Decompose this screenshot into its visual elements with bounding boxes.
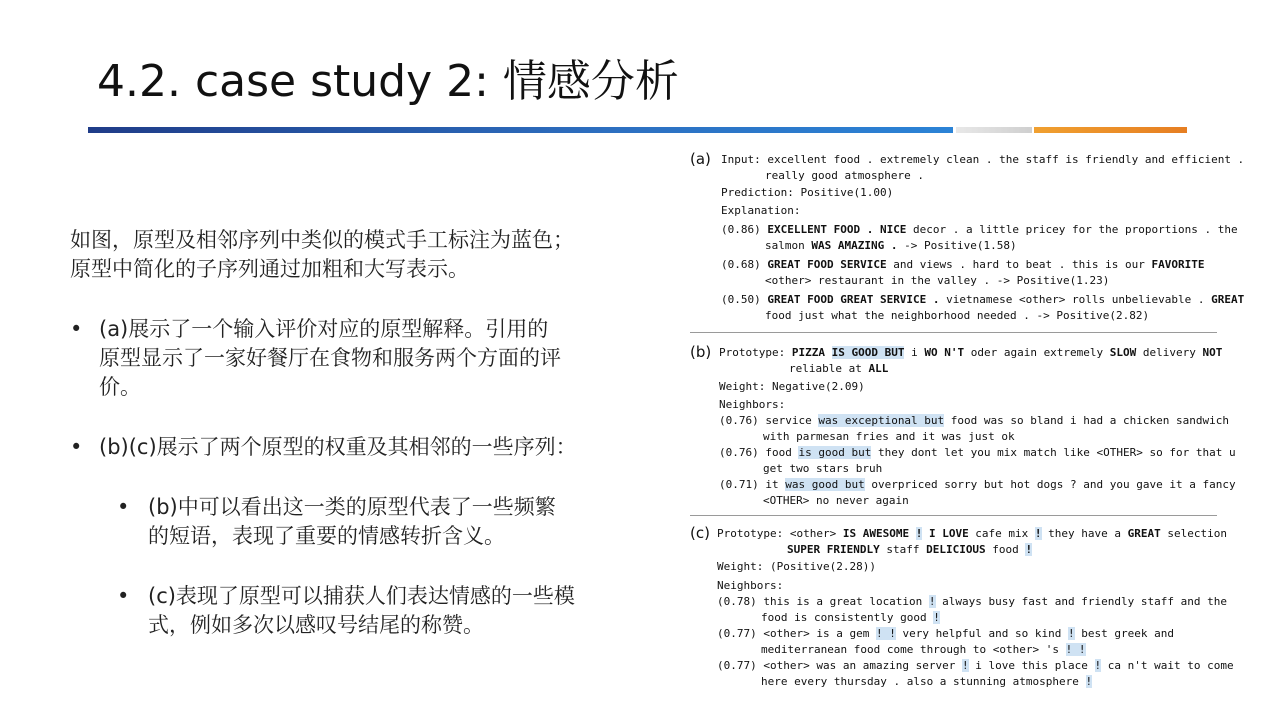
sub-bullet-b (70, 493, 670, 551)
highlighted-phrase: ! ! (1065, 643, 1086, 656)
text-span: food was so bland i had a chicken sandwich (944, 414, 1229, 427)
text-span: Explanation: (721, 204, 801, 217)
highlighted-phrase: ! (1068, 627, 1075, 640)
figure-line (717, 578, 783, 593)
text-span: food is consistently good (761, 611, 934, 624)
text-span: they dont let you mix match like <OTHER> so for that u (871, 446, 1236, 459)
highlighted-phrase: ! (1025, 543, 1033, 556)
bold-phrase: SUPER FRIENDLY (787, 543, 880, 556)
highlighted-phrase: ! (933, 611, 940, 624)
text-span: <OTHER> no never again (763, 494, 909, 507)
text-span: i love this place (968, 659, 1095, 672)
figure-section (690, 150, 1245, 330)
text-span: (0.76) food (719, 446, 799, 459)
bullet-bc (70, 433, 670, 462)
text-span: best greek and (1074, 627, 1174, 640)
bullet-line: (c)表现了原型可以捕获人们表达情感的一些模 (148, 584, 575, 608)
text-span: Weight: Negative(2.09) (719, 380, 865, 393)
text-span: (0.77) <other> was an amazing server (717, 659, 963, 672)
text-span: food just what the neighborhood needed . -> Positive(2.82) (765, 309, 1150, 322)
text-span: -> Positive(1.58) (897, 239, 1017, 252)
text-span: i (904, 346, 925, 359)
bullet-line: 原型显示了一家好餐厅在食物和服务两个方面的评 (99, 346, 561, 370)
figure-line (721, 257, 1204, 272)
bold-phrase: WAS AMAZING . (811, 239, 898, 252)
figure-line (719, 477, 1236, 492)
figure-line (765, 273, 1109, 288)
figure-line (763, 493, 909, 508)
text-span: salmon (765, 239, 812, 252)
highlighted-phrase: ! (962, 659, 969, 672)
text-span: here every thursday . also a stunning atmosphere (761, 675, 1086, 688)
bold-phrase: EXCELLENT FOOD . NICE (767, 223, 907, 236)
text-span: Prototype: (719, 346, 792, 359)
figure-line (721, 292, 1244, 307)
bullet-line: (b)(c)展示了两个原型的权重及其相邻的一些序列： (99, 435, 577, 459)
text-span: and views . hard to beat . this is our (886, 258, 1152, 271)
header-rule-orange (1034, 127, 1187, 133)
text-span: (0.71) it (719, 478, 786, 491)
figure-line (721, 203, 800, 218)
bold-phrase: GREAT FOOD GREAT SERVICE . (767, 293, 940, 306)
text-span: Prediction: Positive(1.00) (721, 186, 894, 199)
bullet-dot: • (117, 584, 130, 608)
figure-line (721, 185, 893, 200)
bullet-dot: • (117, 495, 130, 519)
section-divider (690, 515, 1217, 516)
figure-line (761, 674, 1092, 689)
highlighted-phrase: ! (928, 595, 936, 608)
highlighted-phrase: ! (1034, 527, 1042, 540)
text-span: reliable at (789, 362, 869, 375)
text-span: ca n't wait to come (1101, 659, 1234, 672)
bold-phrase: SLOW (1109, 346, 1137, 359)
bullet-line: (b)中可以看出这一类的原型代表了一些频繁 (148, 495, 556, 519)
text-span: cafe mix (968, 527, 1035, 540)
header-rule-blue (88, 127, 953, 133)
text-span: oder again extremely (964, 346, 1110, 359)
text-span: (0.68) (721, 258, 768, 271)
highlighted-phrase: was exceptional but (818, 414, 945, 427)
text-span: always busy fast and friendly staff and the (935, 595, 1227, 608)
figure-section (690, 343, 1236, 511)
text-span: food (985, 543, 1026, 556)
text-span: with parmesan fries and it was just ok (763, 430, 1015, 443)
figure-line (719, 413, 1229, 428)
text-span: Neighbors: (719, 398, 786, 411)
text-span: (0.77) <other> is a gem (717, 627, 876, 640)
text-span: decor . a little pricey for the proportions . the (906, 223, 1238, 236)
text-span: overpriced sorry but hot dogs ? and you gave it a fancy (864, 478, 1236, 491)
figure-line (765, 168, 924, 183)
text-span: staff (879, 543, 927, 556)
text-span: (0.50) (721, 293, 768, 306)
figure-section (690, 524, 1234, 694)
bullet-line: 价。 (99, 375, 141, 399)
figure-line (787, 542, 1032, 557)
section-label: (a) (690, 150, 711, 168)
slide-body (70, 226, 670, 671)
intro-line: 如图，原型及相邻序列中类似的模式手工标注为蓝色； (70, 228, 574, 252)
bullet-dot: • (70, 317, 83, 341)
bold-phrase: GREAT (1211, 293, 1245, 306)
bullet-line: (a)展示了一个输入评价对应的原型解释。引用的 (99, 317, 549, 341)
figure-line (763, 461, 882, 476)
bold-phrase: ALL (868, 362, 889, 375)
text-span: Neighbors: (717, 579, 784, 592)
highlighted-phrase: ! (1085, 675, 1093, 688)
highlighted-phrase: IS GOOD BUT (831, 346, 905, 359)
figure-line (717, 658, 1234, 673)
bold-phrase: DELICIOUS (926, 543, 986, 556)
text-span: delivery (1136, 346, 1203, 359)
text-span: get two stars bruh (763, 462, 883, 475)
figure-line (717, 626, 1174, 641)
text-span: (0.76) service (719, 414, 819, 427)
highlighted-phrase: ! (1094, 659, 1102, 672)
figure-line (765, 308, 1149, 323)
bold-phrase: FAVORITE (1151, 258, 1205, 271)
intro-paragraph (70, 226, 670, 284)
text-span: really good atmosphere . (765, 169, 924, 182)
section-label: (b) (690, 343, 712, 361)
figure-line (717, 594, 1227, 609)
bold-phrase: PIZZA (791, 346, 832, 359)
section-divider (690, 332, 1217, 333)
figure-line (721, 152, 1244, 167)
figure-line (719, 397, 785, 412)
text-span: Weight: (Positive(2.28)) (717, 560, 876, 573)
text-span: very helpful and so kind (895, 627, 1069, 640)
figure-line (761, 610, 940, 625)
highlighted-phrase: ! (915, 527, 923, 540)
figure-line (719, 345, 1222, 360)
text-span: Input: excellent food . extremely clean . the staff is friendly and efficient . (721, 153, 1245, 166)
figure-line (719, 379, 865, 394)
bullet-dot: • (70, 435, 83, 459)
bullet-line: 的短语，表现了重要的情感转折含义。 (148, 524, 505, 548)
text-span: mediterranean food come through to <other> 's (761, 643, 1066, 656)
highlighted-phrase: was good but (785, 478, 865, 491)
text-span: (0.86) (721, 223, 768, 236)
header-rule-gray (956, 127, 1032, 133)
bold-phrase: WO N'T (924, 346, 965, 359)
bold-phrase: GREAT (1127, 527, 1161, 540)
bold-phrase: NOT (1202, 346, 1223, 359)
figure-line (721, 222, 1238, 237)
figure-line (763, 429, 1015, 444)
bullet-line: 式，例如多次以感叹号结尾的称赞。 (148, 613, 484, 637)
text-span: <other> restaurant in the valley . -> Positive(1.23) (765, 274, 1110, 287)
intro-line: 原型中简化的子序列通过加粗和大写表示。 (70, 257, 469, 281)
bold-phrase: GREAT FOOD SERVICE (767, 258, 887, 271)
text-span: they have a (1041, 527, 1128, 540)
bullet-a (70, 315, 670, 402)
figure-line (789, 361, 888, 376)
figure-line (717, 559, 876, 574)
text-span: Prototype: <other> (717, 527, 843, 540)
highlighted-phrase: ! ! (875, 627, 896, 640)
figure-line (719, 445, 1236, 460)
text-span: vietnamese <other> rolls unbelievable . (939, 293, 1212, 306)
figure-line (761, 642, 1086, 657)
figure-line (765, 238, 1017, 253)
slide-title: 4.2. case study 2: 情感分析 (97, 56, 679, 107)
sub-bullet-c (70, 582, 670, 640)
text-span: (0.78) this is a great location (717, 595, 929, 608)
bold-phrase: I LOVE (922, 527, 969, 540)
figure-line (717, 526, 1227, 541)
text-span: selection (1160, 527, 1227, 540)
highlighted-phrase: is good but (798, 446, 872, 459)
section-label: (c) (690, 524, 710, 542)
bold-phrase: IS AWESOME (842, 527, 916, 540)
